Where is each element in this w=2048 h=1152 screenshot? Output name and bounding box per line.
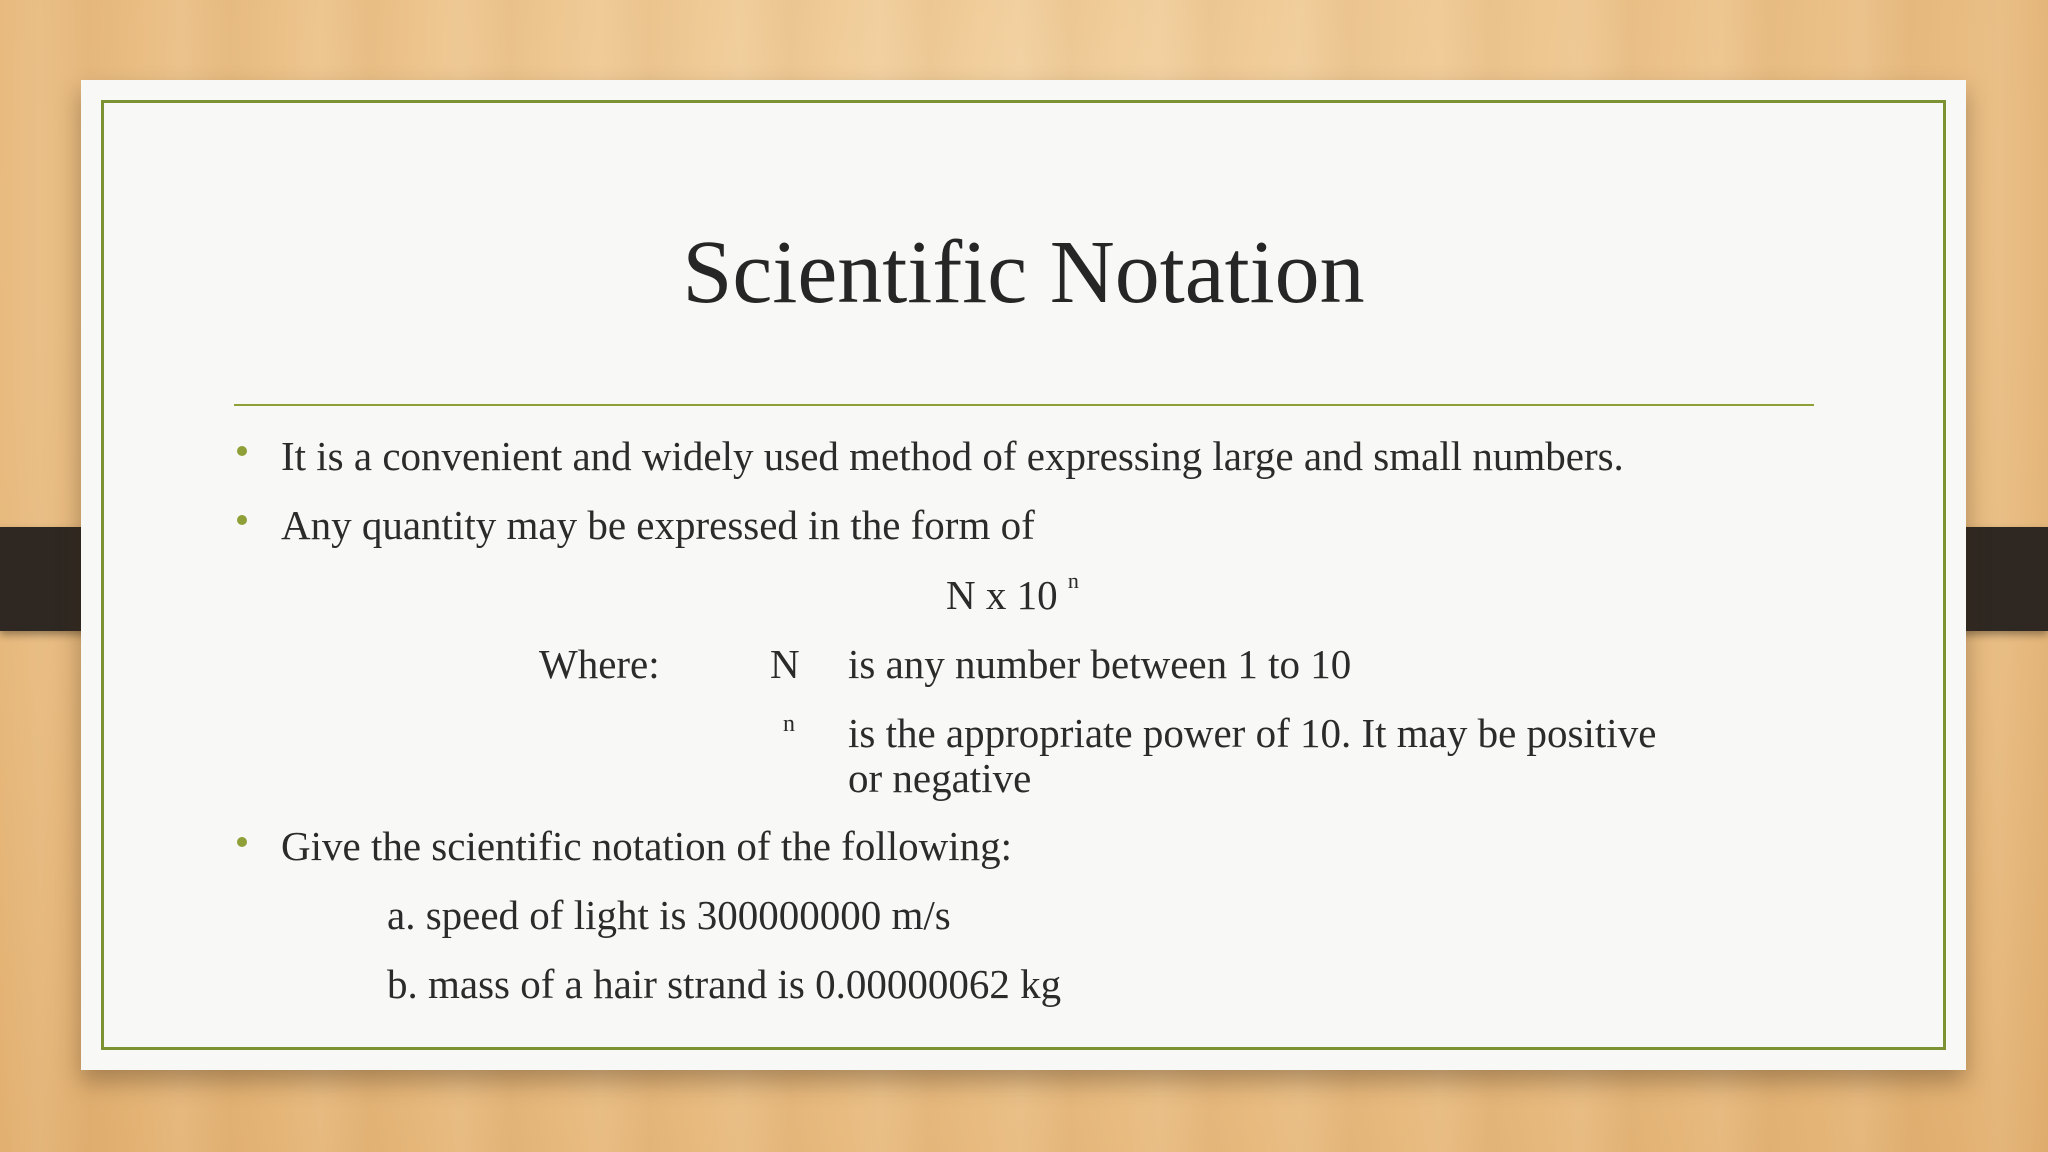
where-label: Where: [539, 641, 660, 687]
bullet-text-3: Give the scientific notation of the following: [281, 823, 1012, 869]
slide-title: Scientific Notation [682, 223, 1365, 322]
bullet-text-1: It is a convenient and widely used method of expressing large and small numbers. [281, 433, 1624, 479]
formula-exponent: n [1067, 568, 1079, 594]
n-description: is any number between 1 to 10 [848, 641, 1352, 687]
bullet-dot [237, 837, 247, 847]
bullet-dot [237, 515, 247, 525]
bullet-text-2: Any quantity may be expressed in the form of [281, 502, 1035, 548]
title-divider [234, 404, 1814, 406]
exponent-symbol: n [783, 711, 795, 737]
n-symbol: N [770, 641, 800, 687]
exponent-description-line1: is the appropriate power of 10. It may be positive [848, 710, 1657, 756]
bullet-dot [237, 446, 247, 456]
example-item-b: b. mass of a hair strand is 0.00000062 kg [387, 961, 1062, 1007]
formula-base: N x 10 [946, 572, 1058, 618]
example-item-a: a. speed of light is 300000000 m/s [387, 892, 951, 938]
slide [81, 80, 1966, 1070]
formula [946, 568, 1079, 618]
exponent-description-line2: or negative [848, 755, 1032, 801]
